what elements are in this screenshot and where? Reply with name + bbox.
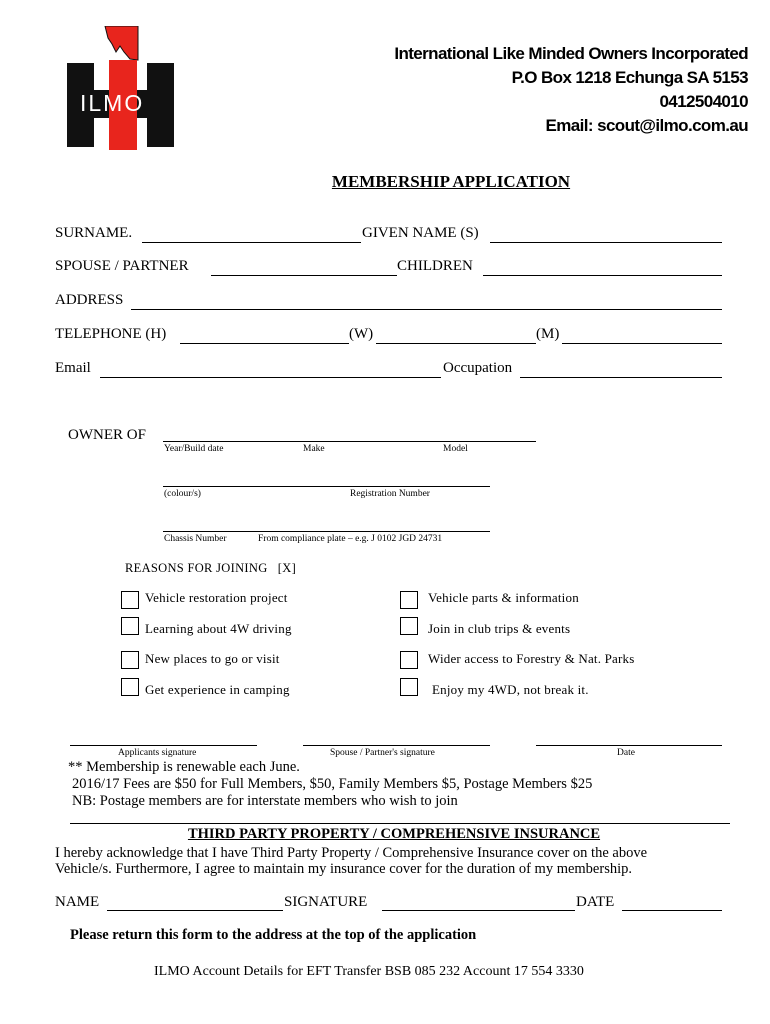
reason-checkbox-parts[interactable] [400, 591, 418, 609]
registration-caption: Registration Number [350, 489, 430, 499]
telephone-w-label: (W) [349, 326, 374, 342]
reason-checkbox-camping[interactable] [121, 678, 139, 696]
colour-caption: (colour/s) [164, 489, 201, 499]
owner-of-label: OWNER OF [68, 427, 146, 443]
section-divider [70, 823, 730, 824]
reason-label-forestry: Wider access to Forestry & Nat. Parks [428, 651, 635, 666]
reason-checkbox-forestry[interactable] [400, 651, 418, 669]
return-instructions: Please return this form to the address at the top of the application [70, 927, 477, 943]
org-name: International Like Minded Owners Incorporated [394, 44, 748, 63]
insurance-heading: THIRD PARTY PROPERTY / COMPREHENSIVE INSURANCE [187, 826, 601, 842]
address-label: ADDRESS [55, 292, 124, 308]
insurance-signature-field[interactable] [382, 910, 575, 911]
reason-label-parts: Vehicle parts & information [428, 590, 579, 605]
vehicle-year-make-model-field[interactable] [163, 441, 536, 442]
telephone-m-label: (M) [536, 326, 560, 342]
reason-label-enjoy-4wd: Enjoy my 4WD, not break it. [432, 682, 589, 697]
reason-checkbox-club-trips[interactable] [400, 617, 418, 635]
reason-label-club-trips: Join in club trips & events [428, 621, 571, 636]
ilmo-logo [64, 26, 179, 150]
insurance-name-field[interactable] [107, 910, 283, 911]
chassis-caption: Chassis Number [164, 534, 227, 544]
given-name-field[interactable] [490, 242, 722, 243]
surname-field[interactable] [142, 242, 361, 243]
insurance-signature-label: SIGNATURE [284, 894, 368, 910]
reason-label-4w-driving: Learning about 4W driving [145, 621, 292, 636]
org-email: Email: scout@ilmo.com.au [545, 116, 748, 135]
email-label: Email [55, 360, 91, 376]
insurance-date-label: DATE [576, 894, 615, 910]
renewal-note: ** Membership is renewable each June. [68, 759, 300, 775]
children-field[interactable] [483, 275, 722, 276]
reason-label-camping: Get experience in camping [145, 682, 290, 697]
fees-note: 2016/17 Fees are $50 for Full Members, $50, Family Members $5, Postage Members $25 [72, 776, 593, 792]
colour-registration-field[interactable] [163, 486, 490, 487]
email-field[interactable] [100, 377, 441, 378]
ilmo-logo-graphic [64, 26, 179, 150]
telephone-m-field[interactable] [562, 343, 722, 344]
signature-date-field[interactable] [536, 745, 722, 746]
occupation-field[interactable] [520, 377, 722, 378]
signature-date-caption: Date [617, 748, 635, 758]
reasons-heading: REASONS FOR JOINING [X] [125, 561, 297, 575]
chassis-number-field[interactable] [163, 531, 490, 532]
eft-account-details: ILMO Account Details for EFT Transfer BSB 085 232 Account 17 554 3330 [154, 964, 584, 979]
reason-checkbox-new-places[interactable] [121, 651, 139, 669]
spouse-field[interactable] [211, 275, 397, 276]
telephone-h-field[interactable] [180, 343, 349, 344]
model-caption: Model [443, 444, 468, 454]
insurance-name-label: NAME [55, 894, 100, 910]
address-field[interactable] [131, 309, 722, 310]
insurance-text-line-2: Vehicle/s. Furthermore, I agree to maintain my insurance cover for the duration of my membership. [55, 861, 632, 877]
occupation-label: Occupation [443, 360, 513, 376]
applicant-signature-caption: Applicants signature [118, 748, 197, 758]
given-name-label: GIVEN NAME (S) [362, 225, 479, 241]
children-label: CHILDREN [397, 258, 473, 274]
reason-label-new-places: New places to go or visit [145, 651, 280, 666]
form-title: MEMBERSHIP APPLICATION [331, 172, 571, 191]
year-build-date-caption: Year/Build date [164, 444, 224, 454]
org-phone: 0412504010 [659, 92, 748, 111]
make-caption: Make [303, 444, 325, 454]
spouse-signature-caption: Spouse / Partner's signature [330, 748, 435, 758]
surname-label: SURNAME. [55, 225, 133, 241]
logo-text: ILMO [80, 90, 145, 116]
reason-label-restoration: Vehicle restoration project [145, 590, 288, 605]
applicant-signature-field[interactable] [70, 745, 257, 746]
reason-checkbox-4w-driving[interactable] [121, 617, 139, 635]
telephone-h-label: TELEPHONE (H) [55, 326, 167, 342]
org-po-box: P.O Box 1218 Echunga SA 5153 [511, 68, 748, 87]
spouse-signature-field[interactable] [303, 745, 490, 746]
reason-checkbox-restoration[interactable] [121, 591, 139, 609]
compliance-caption: From compliance plate – e.g. J 0102 JGD 24731 [258, 534, 443, 544]
telephone-w-field[interactable] [376, 343, 536, 344]
spouse-label: SPOUSE / PARTNER [55, 258, 189, 274]
insurance-date-field[interactable] [622, 910, 722, 911]
insurance-text-line-1: I hereby acknowledge that I have Third Party Property / Comprehensive Insurance cover on the above [55, 845, 648, 861]
postage-note: NB: Postage members are for interstate members who wish to join [72, 793, 458, 809]
reason-checkbox-enjoy-4wd[interactable] [400, 678, 418, 696]
